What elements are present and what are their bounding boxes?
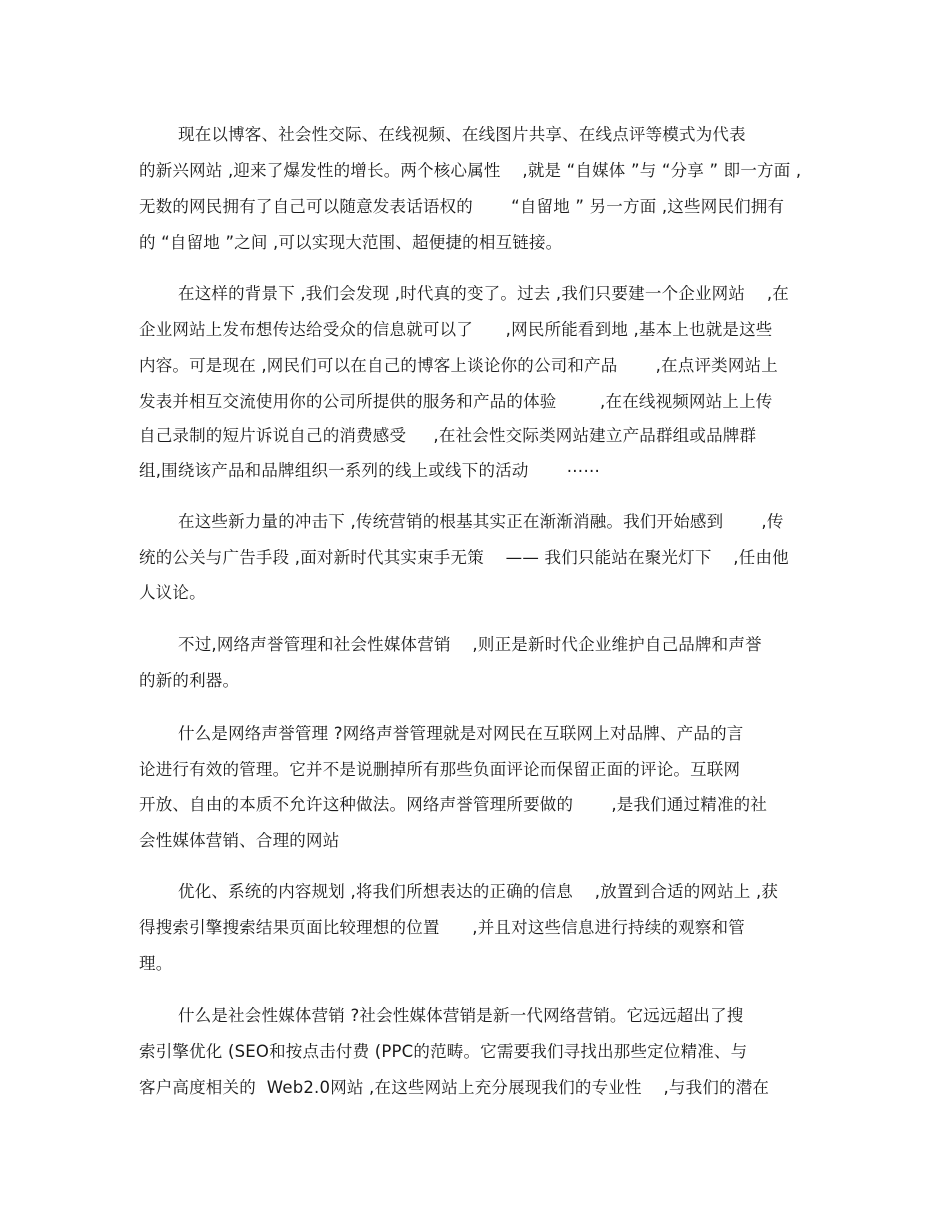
paragraph-line: 开放、自由的本质不允许这种做法。网络声誉管理所要做的 ,是我们通过精准的社	[139, 795, 768, 814]
paragraph-line: 的 “自留地 ”之间 ,可以实现大范围、超便捷的相互链接。	[139, 233, 563, 252]
paragraph-line: 优化、系统的内容规划 ,将我们所想表达的正确的信息 ,放置到合适的网站上 ,获	[178, 882, 779, 901]
paragraph-line: 论进行有效的管理。它并不是说删掉所有那些负面评论而保留正面的评论。互联网	[139, 760, 741, 779]
paragraph-line: 不过,网络声誉管理和社会性媒体营销 ,则正是新时代企业维护自己品牌和声誉	[178, 635, 762, 654]
paragraph-line: 人议论。	[139, 583, 206, 602]
paragraph-line: 现在以博客、社会性交际、在线视频、在线图片共享、在线点评等模式为代表	[178, 125, 746, 144]
paragraph-line: 理。	[139, 954, 173, 973]
paragraph-line: 的新兴网站 ,迎来了爆发性的增长。两个核心属性 ,就是 “自媒体 ”与 “分享 ” 即一方面 ,	[139, 161, 802, 180]
paragraph-line: 得搜索引擎搜索结果页面比较理想的位置 ,并且对这些信息进行持续的观察和管	[139, 918, 745, 937]
paragraph-line: 自己录制的短片诉说自己的消费感受 ,在社会性交际类网站建立产品群组或品牌群	[139, 426, 757, 445]
paragraph-line: 在这样的背景下 ,我们会发现 ,时代真的变了。过去 ,我们只要建一个企业网站 ,在	[178, 284, 789, 303]
paragraph-line: 客户高度相关的 Web2.0网站 ,在这些网站上充分展现我们的专业性 ,与我们的潜在	[139, 1078, 770, 1097]
paragraph-line: 什么是社会性媒体营销 ?社会性媒体营销是新一代网络营销。它远远超出了搜	[178, 1006, 744, 1025]
paragraph-line: 组,围绕该产品和品牌组织一系列的线上或线下的活动 ⋯⋯	[139, 461, 601, 480]
paragraph-line: 会性媒体营销、合理的网站	[139, 831, 340, 850]
paragraph-line: 索引擎优化 (SEO和按点击付费 (PPC的范畴。它需要我们寻找出那些定位精准、与	[139, 1042, 748, 1061]
paragraph-line: 无数的网民拥有了自己可以随意发表话语权的 “自留地 ” 另一方面 ,这些网民们拥有	[139, 197, 785, 216]
paragraph-line: 企业网站上发布想传达给受众的信息就可以了 ,网民所能看到地 ,基本上也就是这些	[139, 320, 773, 339]
paragraph-line: 发表并相互交流使用你的公司所提供的服务和产品的体验 ,在在线视频网站上上传	[139, 392, 773, 411]
paragraph-line: 在这些新力量的冲击下 ,传统营销的根基其实正在渐渐消融。我们开始感到 ,传	[178, 512, 784, 531]
paragraph-line: 什么是网络声誉管理 ?网络声誉管理就是对网民在互联网上对品牌、产品的言	[178, 724, 744, 743]
paragraph-line: 内容。可是现在 ,网民们可以在自己的博客上谈论你的公司和产品 ,在点评类网站上	[139, 356, 778, 375]
paragraph-line: 统的公关与广告手段 ,面对新时代其实束手无策 —— 我们只能站在聚光灯下 ,任由他	[139, 548, 789, 567]
paragraph-line: 的新的利器。	[139, 671, 240, 690]
